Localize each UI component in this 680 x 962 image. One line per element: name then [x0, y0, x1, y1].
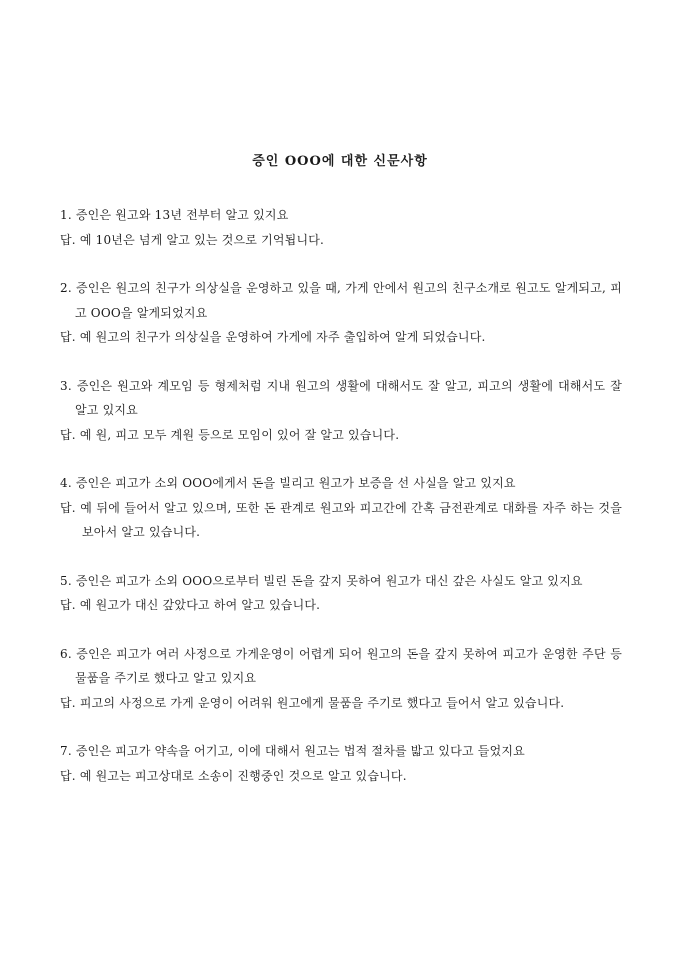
question-3: 3. 증인은 원고와 계모임 등 형제처럼 지내 원고의 생활에 대해서도 잘 알고, 피고의 생활에 대해서도 잘 알고 있지요: [60, 378, 622, 417]
answer-4: 답. 예 뒤에 들어서 알고 있으며, 또한 돈 관계로 원고와 피고간에 간혹 금전관계로 대화를 자주 하는 것을 보아서 알고 있습니다.: [60, 500, 622, 539]
document-title: 증인 OOO에 대한 신문사항: [252, 154, 428, 169]
question-6: 6. 증인은 피고가 여러 사정으로 가게운영이 어렵게 되어 원고의 돈을 갚지 못하여 피고가 운영한 주단 등 물품을 주기로 했다고 알고 있지요: [60, 646, 622, 685]
qa-item-4: [60, 471, 622, 545]
qa-item-3: [60, 374, 622, 448]
qa-item-7: [60, 739, 622, 788]
question-5: 5. 증인은 피고가 소외 OOO으로부터 빌린 돈을 갚지 못하여 원고가 대신 갚은 사실도 알고 있지요: [60, 573, 583, 588]
answer-2: 답. 예 원고의 친구가 의상실을 운영하여 가게에 자주 출입하여 알게 되었습니다.: [60, 330, 486, 344]
question-1: 1. 증인은 원고와 13년 전부터 알고 있지요: [60, 208, 289, 222]
qa-item-6: [60, 642, 622, 716]
qa-item-2: [60, 276, 622, 350]
answer-3: 답. 예 원, 피고 모두 계원 등으로 모임이 있어 잘 알고 있습니다.: [60, 427, 400, 442]
qa-item-1: [60, 203, 622, 252]
question-7: 7. 증인은 피고가 약속을 어기고, 이에 대해서 원고는 법적 절차를 밟고 있다고 들었지요: [60, 744, 525, 758]
answer-6: 답. 피고의 사정으로 가게 운영이 어려워 원고에게 물품을 주기로 했다고 들어서 알고 있습니다.: [60, 695, 565, 710]
question-2: 2. 증인은 원고의 친구가 의상실을 운영하고 있을 때, 가게 안에서 원고의 친구소개로 원고도 알게되고, 피고 OOO을 알게되었지요: [60, 281, 622, 320]
answer-7: 답. 예 원고는 피고상대로 소송이 진행중인 것으로 알고 있습니다.: [60, 768, 407, 783]
answer-5: 답. 예 원고가 대신 갚았다고 하여 알고 있습니다.: [60, 598, 321, 612]
qa-list: [60, 203, 622, 812]
answer-1: 답. 예 10년은 넘게 알고 있는 것으로 기억됩니다.: [60, 232, 325, 247]
qa-item-5: [60, 569, 622, 618]
question-4: 4. 증인은 피고가 소외 OOO에게서 돈을 빌리고 원고가 보증을 선 사실을 알고 있지요: [60, 476, 516, 490]
